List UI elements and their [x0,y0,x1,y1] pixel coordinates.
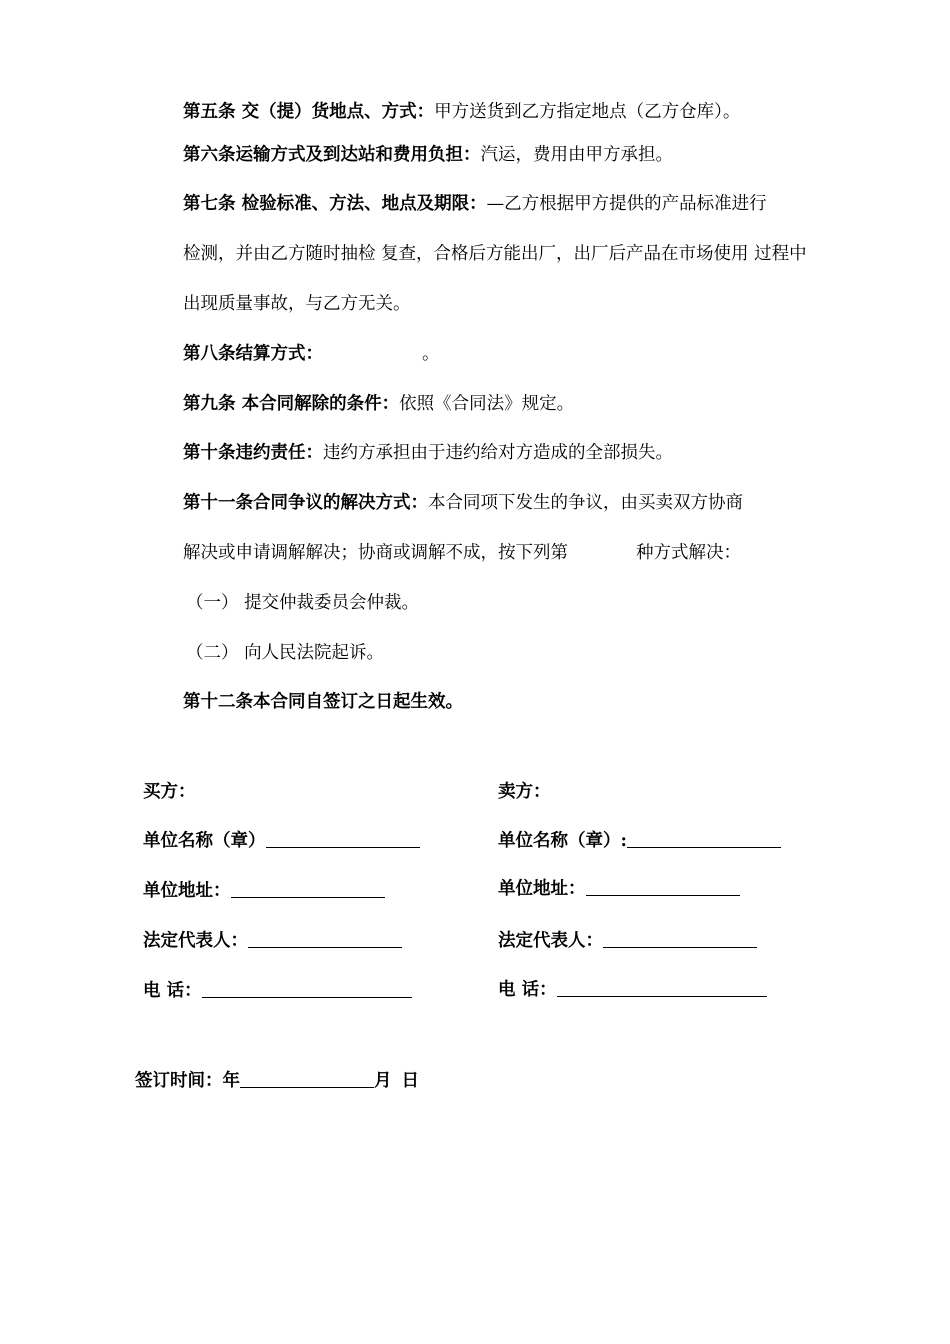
buyer-unit-name-label: 单位名称（章） [143,831,266,851]
article-7-line3: 出现质量事故，与乙方无关。 [183,294,411,314]
signing-month: 月 [374,1071,392,1091]
article-11-option-1: （一） 提交仲裁委员会仲裁。 [186,593,420,613]
article-12: 第十二条本合同自签订之日起生效。 [183,692,463,712]
seller-address-label: 单位地址： [498,879,586,899]
buyer-address [143,879,385,903]
article-5-label: 第五条 交（提）货地点、方式： [183,102,435,122]
seller-address-field[interactable] [586,877,740,896]
seller-unit-name [498,829,781,853]
article-11-text-line2a: 解决或申请调解解决；协商或调解不成，按下列第 [183,543,568,563]
buyer-legal-rep-field[interactable] [248,929,402,948]
seller-address [498,877,740,901]
buyer-phone-label: 电 话： [143,981,202,1001]
buyer-phone [143,979,412,1003]
article-10 [183,441,673,465]
article-11-text-line1: 本合同项下发生的争议，由买卖双方协商 [428,493,743,513]
article-11-label: 第十一条合同争议的解决方式： [183,493,428,513]
article-10-label: 第十条违约责任： [183,443,323,463]
seller-legal-rep-label: 法定代表人： [498,931,603,951]
article-11-line2 [183,541,741,565]
article-11-text-line2b: 种方式解决： [636,543,741,563]
buyer-legal-rep [143,929,402,953]
buyer-address-label: 单位地址： [143,881,231,901]
article-9-text: 依照《合同法》规定。 [399,394,575,414]
signing-date-field[interactable] [240,1069,374,1088]
article-5 [183,100,740,124]
signing-date-label: 签订时间：年 [135,1071,240,1091]
article-10-text: 违约方承担由于违约给对方造成的全部损失。 [323,443,673,463]
article-5-text: 甲方送货到乙方指定地点（乙方仓库）。 [434,102,741,122]
article-7 [183,192,767,216]
buyer-unit-name [143,829,420,853]
signing-day: 日 [401,1071,419,1091]
article-8-label: 第八条结算方式： [183,344,323,364]
buyer-phone-field[interactable] [202,979,412,998]
article-7-line2: 检测，并由乙方随时抽检 复查，合格后方能出厂，出厂后产品在市场使用 过程中 [183,244,807,264]
seller-phone-label: 电 话： [498,980,557,1000]
article-6 [183,143,673,167]
buyer-unit-name-field[interactable] [266,829,420,848]
article-7-text-line1: —乙方根据甲方提供的产品标准进行 [486,194,767,214]
article-9 [183,392,574,416]
article-11 [183,491,743,515]
signing-date [135,1069,419,1093]
seller-unit-name-field[interactable] [627,829,781,848]
seller-unit-name-label: 单位名称（章）: [498,831,627,851]
seller-phone [498,978,767,1002]
article-7-label: 第七条 检验标准、方法、地点及期限： [183,194,487,214]
article-6-label: 第六条运输方式及到达站和费用负担： [183,145,481,165]
article-11-option-2: （二） 向人民法院起诉。 [186,643,385,663]
article-8 [183,342,440,366]
seller-legal-rep-field[interactable] [603,929,757,948]
buyer-legal-rep-label: 法定代表人： [143,931,248,951]
article-9-label: 第九条 本合同解除的条件： [183,394,400,414]
seller-phone-field[interactable] [557,978,767,997]
article-6-text: 汽运，费用由甲方承担。 [480,145,673,165]
article-8-text: 。 [422,344,440,364]
buyer-address-field[interactable] [231,879,385,898]
buyer-title: 买方： [143,782,196,802]
seller-legal-rep [498,929,757,953]
seller-title: 卖方： [498,782,551,802]
